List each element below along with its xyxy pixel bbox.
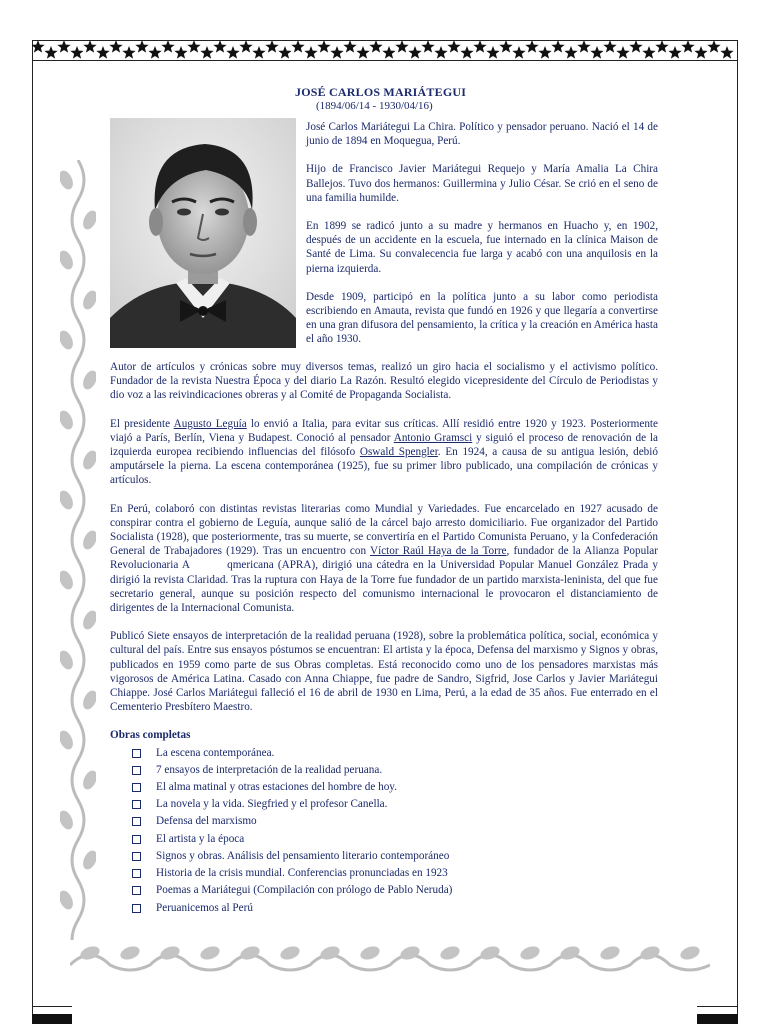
page-title: JOSÉ CARLOS MARIÁTEGUI xyxy=(295,85,467,99)
checkbox-square-icon xyxy=(132,817,141,826)
checkbox-square-icon xyxy=(132,800,141,809)
list-item-text: Signos y obras. Análisis del pensamiento literario contemporáneo xyxy=(156,849,450,862)
footer-bar-right xyxy=(697,1014,738,1024)
list-item xyxy=(132,882,658,899)
text-span: y siguió el proceso de renovación de la izquierda europea recibiendo influencias del filósofo xyxy=(110,431,659,459)
intro-text xyxy=(306,120,658,361)
list-item xyxy=(132,745,658,762)
bio-paragraph-4: Publicó Siete ensayos de interpretación de la realidad peruana (1928), sobre la problemática política, social, económica y cultural del país. Entre sus ensayos póstumos se encuentran: El artista y la época, Defensa del marxismo y Signos y obras, publicados en 1959 como parte de sus Obras completas. Está reconocido como uno de los pensadores marxistas más vigorosos de América Latina. Casado con Anna Chiappe, fue padre de Sandro, Sigfrid, Jose Carlos y Javier Mariátegui Chiappe. José Carlos Mariátegui falleció el 16 de abril de 1930 en Lima, Perú, a la edad de 35 años. Fue enterrado en el Cementerio Presbítero Maestro. xyxy=(110,630,658,714)
intro-paragraph: Desde 1909, participó en la política junto a su labor como periodista escribiendo en Amauta, revista que fundó en 1926 y que llegaría a convertirse en una gran difusora del pensamiento, la crítica y la creación en América hasta el año 1930. xyxy=(306,290,658,346)
list-item xyxy=(132,831,658,848)
frame-star-bottom-line xyxy=(32,60,738,61)
works-list xyxy=(110,745,658,917)
checkbox-square-icon xyxy=(132,904,141,913)
list-item-text: Poemas a Mariátegui (Compilación con prólogo de Pablo Neruda) xyxy=(156,884,453,897)
list-item-text: La escena contemporánea. xyxy=(156,746,275,759)
list-item-text: El alma matinal y otras estaciones del hombre de hoy. xyxy=(156,781,397,794)
text-span: lo envió a Italia, para evitar sus críticas. Allí residió entre 1920 y 1923. Posteriormente viajó a París, Berlín, Viena y Budapest. Conoció al pensador xyxy=(110,417,658,444)
link-augusto-leguia[interactable]: Augusto Leguía xyxy=(173,417,247,430)
link-haya-de-la-torre[interactable]: Víctor Raúl Haya de la Torre xyxy=(370,545,507,558)
list-item xyxy=(132,762,658,779)
list-item-text: Historia de la crisis mundial. Conferencias pronunciadas en 1923 xyxy=(156,867,448,880)
checkbox-square-icon xyxy=(132,749,141,758)
intro-paragraph: En 1899 se radicó junto a su madre y hermanos en Huacho y, en 1902, después de un accidente en la escuela, fue internado en la clínica Maison de Santé de Lima. Su convalecencia fue larga y acabó con una anquilosis en la pierna izquierda. xyxy=(306,220,658,275)
checkbox-square-icon xyxy=(132,886,141,895)
list-item xyxy=(132,796,658,813)
life-dates: (1894/06/14 - 1930/04/16) xyxy=(316,100,433,112)
text-span: En Perú, colaboró con distintas revistas literarias como Mundial y Variedades. Fue encarcelado en 1927 acusado de conspirar contra el gobierno de Leguía, aunque salió de la cárcel bajo arresto domiciliario. Fue organizador del Partido Socialista (1928), que posteriormente, tras su muerte, se convertiría en el Partido Comunista Peruano, y la Confederación General de Trabajadores (1929). Tras un encuentro con xyxy=(110,502,658,558)
frame-left-line xyxy=(32,40,33,1020)
bio-paragraph-2 xyxy=(110,417,658,488)
intro-paragraph: Hijo de Francisco Javier Mariátegui Requejo y María Amalia La Chira Ballejos. Tuvo dos hermanos: Guillermina y Julio César. Se crió en el seno de una familia humilde. xyxy=(306,163,658,204)
star-border-icon xyxy=(32,40,738,60)
works-heading: Obras completas xyxy=(110,729,191,742)
link-antonio-gramsci[interactable]: Antonio Gramsci xyxy=(393,431,473,444)
checkbox-square-icon xyxy=(132,869,141,878)
footer-rule-left xyxy=(32,1006,72,1007)
footer-bar-left xyxy=(32,1014,72,1024)
portrait-photo xyxy=(110,118,296,348)
biography-body xyxy=(110,360,661,917)
list-item xyxy=(132,865,658,882)
list-item xyxy=(132,813,658,830)
list-item xyxy=(132,779,658,796)
footer-rule-right xyxy=(697,1006,738,1007)
checkbox-square-icon xyxy=(132,852,141,861)
link-oswald-spengler[interactable]: Oswald Spengler xyxy=(359,446,438,459)
list-item-text: El artista y la época xyxy=(156,832,245,845)
bio-paragraph-3 xyxy=(110,502,661,616)
text-span: . En 1924, a causa de su antigua lesión, debió amputársele la pierna. La escena contemporánea (1925), fue su primer libro publicado, una compilación de crónicas y artículos. xyxy=(110,446,658,487)
vine-ornament-bottom xyxy=(70,925,710,985)
text-span: El presidente xyxy=(110,417,174,430)
star-border-band xyxy=(32,40,738,60)
bio-paragraph-1: Autor de artículos y crónicas sobre muy diversos temas, realizó un giro hacia el socialismo y el activismo político. Fundador de la revista Nuestra Época y del diario La Razón. Resultó elegido vicepresidente del Círculo de Periodistas y dio voz a las reivindicaciones obreras y al Comité de Propaganda Socialista. xyxy=(110,361,658,402)
list-item-text: Peruanicemos al Perú xyxy=(156,901,253,914)
frame-right-line xyxy=(737,40,738,1020)
checkbox-square-icon xyxy=(132,766,141,775)
intro-paragraph: José Carlos Mariátegui La Chira. Político y pensador peruano. Nació el 14 de junio de 1894 en Moquegua, Perú. xyxy=(306,121,658,148)
text-span: , fundador de la Alianza Popular Revolucionaria A qmericana (APRA), dirigió una cátedra en la Universidad Popular Manuel González Prada y dirigió la revista Claridad. Tras la ruptura con Haya de la Torre fue fundador de un partido marxista-leninista, del que fue secretario general, aunque su posición respecto del comunismo internacional le provocaron el distanciamiento de dirigentes de la Internacional Comunista. xyxy=(110,545,661,615)
checkbox-square-icon xyxy=(132,783,141,792)
list-item xyxy=(132,900,658,917)
checkbox-square-icon xyxy=(132,835,141,844)
list-item-text: Defensa del marxismo xyxy=(156,815,257,828)
list-item-text: La novela y la vida. Siegfried y el profesor Canella. xyxy=(156,798,388,811)
list-item xyxy=(132,848,658,865)
vine-ornament-left xyxy=(60,160,96,940)
list-item-text: 7 ensayos de interpretación de la realidad peruana. xyxy=(156,763,383,776)
